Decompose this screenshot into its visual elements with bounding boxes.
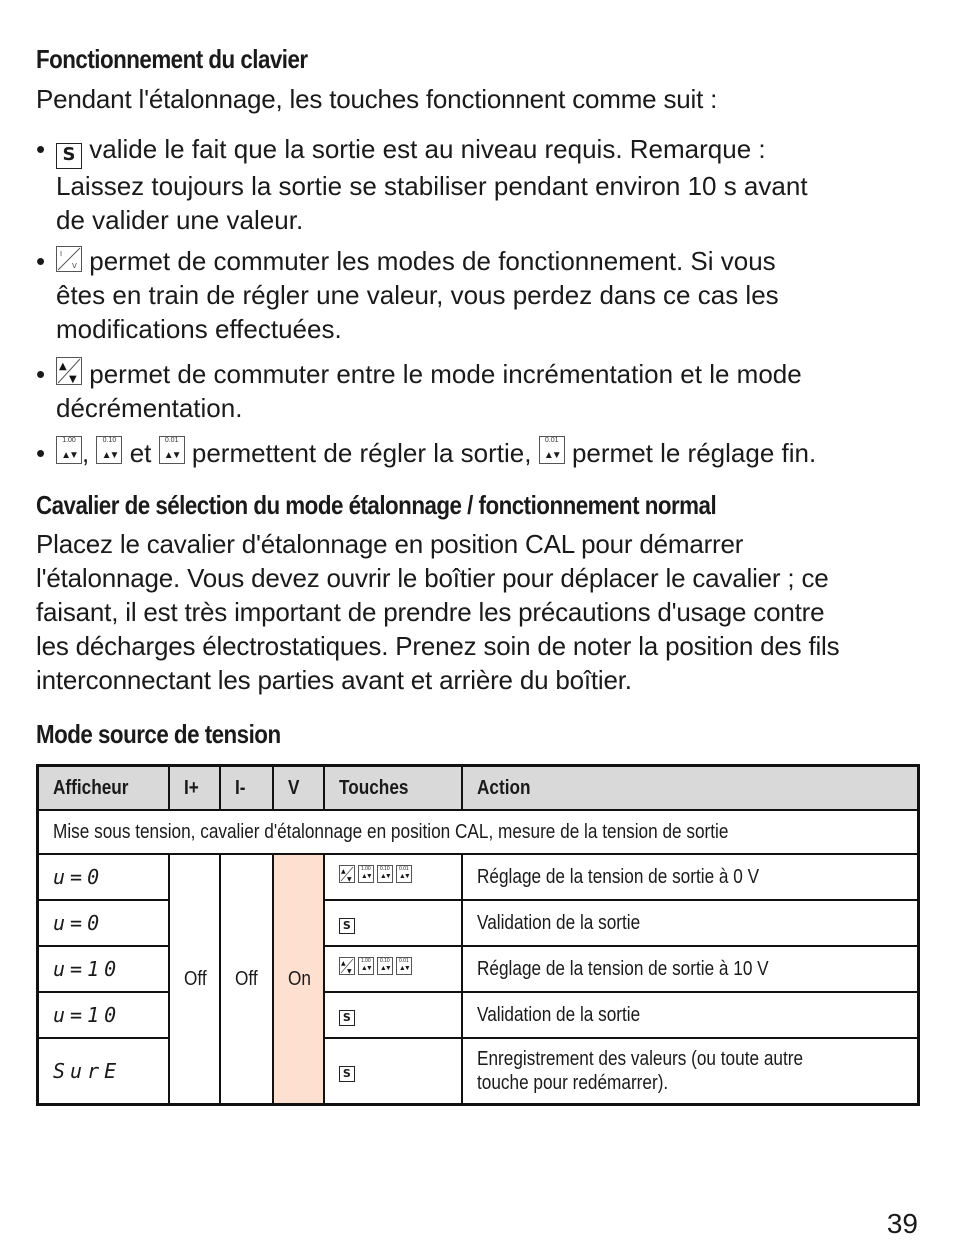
- display-cell: SurE: [38, 1038, 169, 1105]
- svg-text:▲: ▲: [340, 868, 346, 875]
- action-cell: Validation de la sortie: [462, 992, 919, 1038]
- heading-voltage-mode: Mode source de tension: [36, 719, 281, 749]
- s-key-icon: S: [339, 918, 355, 934]
- s-key-icon: S: [339, 1010, 355, 1026]
- voltage-calibration-table: [36, 764, 920, 1106]
- display-cell: u=10: [38, 992, 169, 1038]
- i-minus-cell: Off: [220, 854, 272, 1105]
- action-cell: Enregistrement des valeurs (ou toute autre touche pour redémarrer).: [462, 1038, 919, 1105]
- intro-text: Pendant l'étalonnage, les touches fonctionnent comme suit :: [36, 84, 718, 114]
- header-i-minus: I-: [220, 766, 272, 811]
- mode-key-icon: [56, 246, 82, 272]
- header-i-plus: I+: [169, 766, 221, 811]
- svg-text:V: V: [72, 262, 77, 270]
- heading-keyboard: Fonctionnement du clavier: [36, 44, 308, 74]
- table-span-row: [38, 810, 919, 854]
- keys-cell: [324, 946, 462, 992]
- display-cell: u=0: [38, 900, 169, 946]
- adjust-keys-icon: ▲ ▼ 1.00 ▲▼ 0.10 ▲▼ 0.01 ▲▼: [339, 865, 412, 883]
- header-afficheur: Afficheur: [38, 766, 169, 811]
- action-cell: Réglage de la tension de sortie à 0 V: [462, 854, 919, 900]
- header-action: Action: [462, 766, 919, 811]
- action-cell: Réglage de la tension de sortie à 10 V: [462, 946, 919, 992]
- table-row: [38, 854, 919, 900]
- svg-text:I: I: [60, 250, 63, 258]
- jumper-paragraph: Placez le cavalier d'étalonnage en position CAL pour démarrer l'étalonnage. Vous devez ouvrir le boîtier pour déplacer le cavalier ; ce faisant, il est très important de prendre les précautions d'usage contre les décharges électrostatiques. Prenez soin de noter la position des fils interconnectant les parties avant et arrière du boîtier.: [36, 529, 840, 695]
- keys-cell: [324, 1038, 462, 1105]
- keys-cell: [324, 992, 462, 1038]
- svg-text:▲: ▲: [59, 361, 67, 372]
- svg-text:▲: ▲: [340, 960, 346, 967]
- step-010-key-icon: 0.10 ▲▼: [96, 436, 122, 464]
- up-down-key-icon: [56, 357, 82, 385]
- action-cell: Validation de la sortie: [462, 900, 919, 946]
- display-cell: u=10: [38, 946, 169, 992]
- header-v: V: [273, 766, 324, 811]
- svg-text:▼: ▼: [346, 968, 352, 974]
- heading-jumper: Cavalier de sélection du mode étalonnage / fonctionnement normal: [36, 490, 717, 520]
- step-100-key-icon: 1.00 ▲▼: [56, 436, 82, 464]
- svg-text:▼: ▼: [69, 374, 77, 384]
- svg-text:▼: ▼: [346, 876, 352, 882]
- s-key-icon: S: [339, 1066, 355, 1082]
- i-plus-cell: Off: [169, 854, 221, 1105]
- v-cell: On: [273, 854, 324, 1105]
- keys-cell: [324, 854, 462, 900]
- step-001-key-icon: 0.01 ▲▼: [159, 436, 185, 464]
- display-cell: u=0: [38, 854, 169, 900]
- header-touches: Touches: [324, 766, 462, 811]
- fine-step-key-icon: 0.01 ▲▼: [539, 436, 565, 464]
- s-key-icon: S: [56, 143, 82, 169]
- adjust-keys-icon: ▲ ▼ 1.00 ▲▼ 0.10 ▲▼ 0.01 ▲▼: [339, 957, 412, 975]
- table-header-row: [38, 766, 919, 811]
- keys-cell: [324, 900, 462, 946]
- page-number: 39: [886, 1208, 918, 1239]
- span-row-text: Mise sous tension, cavalier d'étalonnage en position CAL, mesure de la tension de sortie: [38, 810, 919, 854]
